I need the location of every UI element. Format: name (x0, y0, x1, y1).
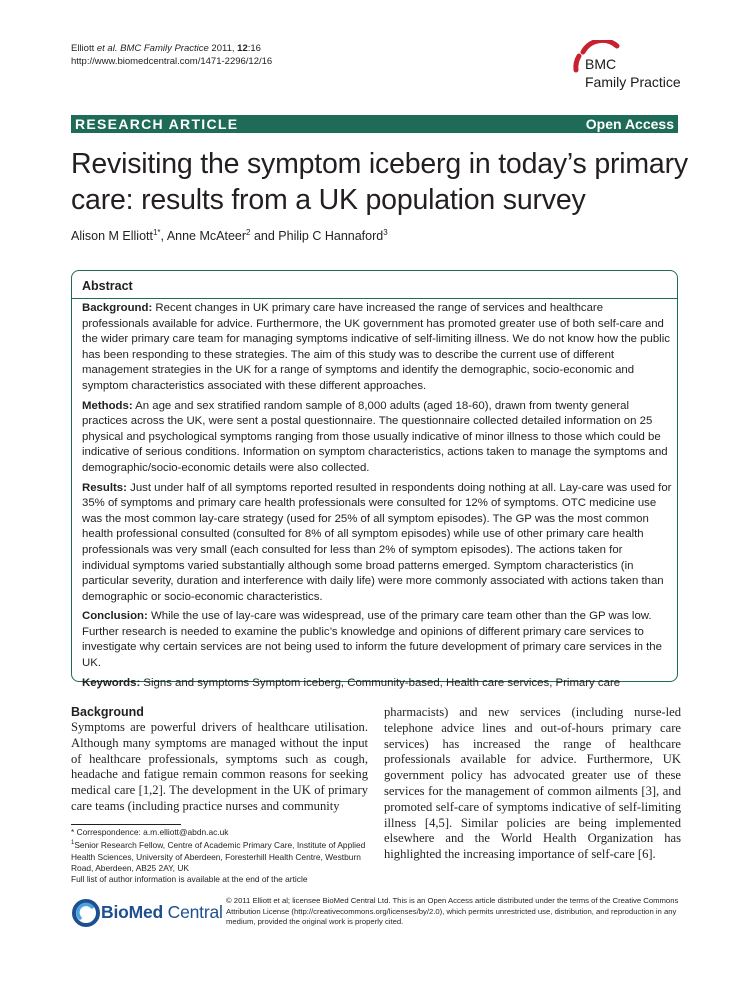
article-type-banner (71, 115, 678, 133)
author-list: Alison M Elliott$^{1*}$, Anne McAteer$^2$ and Philip C Hannaford$^3$ (71, 228, 388, 244)
abstract-results: Results: Just under half of all symptoms reported resulted in respondents doing nothing at all. Lay-care was used for 35% of symptoms and primary care health professionals were consulted for 12% of symptoms. OTC medicine use was the most common lay-care strategy (used for 25% of all symptom episodes). The GP was the most common health professional consulted (consulted for 8% of all symptom episodes) while use of other primary care health professionals was very small (each consulted for less than 2% of symptom episodes). The actions taken for individual symptoms varied substantially although some broad patterns emerged. Symptom characteristics (in particular severity, duration and interference with daily life) were more commonly associated with actions taken than demographic or socio-economic characteristics. (82, 481, 672, 603)
article-url[interactable]: http://www.biomedcentral.com/1471-2296/12/16 (71, 56, 273, 67)
abstract-box (71, 270, 678, 689)
section-heading: Background (71, 705, 144, 719)
abstract-methods: Methods: An age and sex stratified random sample of 8,000 adults (aged 18-60), drawn from twenty general practices across the UK, were sent a postal questionnaire. The questionnaire collected detailed information on 25 physical and psychological symptoms ranging from those usually indicative of minor illness to those which could be indicative of serious conditions. Information on symptom characteristics, actions taken to manage the symptoms and demographic/socio-economic details were also collected. (82, 399, 668, 474)
author-affiliation-mark: 1* (152, 228, 161, 237)
article-title: Revisiting the symptom iceberg in today’s primary care: results from a UK population survey (71, 148, 688, 216)
author-name[interactable]: Anne McAteer (166, 229, 247, 244)
correspondence-note[interactable]: * Correspondence: a.m.elliott@abdn.ac.uk (71, 827, 229, 837)
open-access-label: Open Access (585, 116, 674, 132)
biomed-central-logo (71, 896, 221, 932)
author-name[interactable]: Philip C Hannaford (278, 229, 384, 244)
journal-logo (563, 40, 687, 96)
body-column-right (384, 705, 681, 863)
abstract-heading: Abstract (82, 279, 133, 293)
article-type-label: RESEARCH ARTICLE (75, 116, 239, 132)
abstract-keywords: Keywords: Signs and symptoms Symptom iceberg, Community-based, Health care services, Primary care (82, 676, 621, 689)
biomed-logo-icon (71, 898, 101, 928)
author-name[interactable]: Alison M Elliott (71, 229, 153, 244)
biomed-logo-text: BioMed Central (101, 902, 223, 922)
abstract-background: Background: Recent changes in UK primary care have increased the range of services and healthcare professionals available for advice. Furthermore, the UK government has promoted greater use of both self-care and the wider primary care team for managing symptoms indicative of self-limiting illness. We do not know how the public has been responding to these strategies. The aim of this study was to describe the current use of different management strategies in the UK for a range of symptoms and identify the demographic, socio-economic and symptom characteristics associated with these different approaches. (82, 302, 670, 392)
author-info-note: Full list of author information is available at the end of the article (71, 874, 308, 885)
footnotes (71, 827, 371, 886)
logo-bmc-text: BMC (585, 56, 617, 72)
abstract-divider (72, 298, 677, 299)
author-affiliation-mark: 3 (383, 228, 388, 237)
abstract-body (82, 301, 672, 695)
logo-journal-name: Family Practice (585, 74, 681, 90)
footnote-divider (71, 824, 181, 825)
body-column-left (71, 705, 368, 815)
header-citation (71, 42, 272, 68)
body-paragraph: Symptoms are powerful drivers of healthcare utilisation. Although many symptoms are managed without the input of healthcare professionals, symptoms such as cough, headache and fatigue remain common reasons for seeking medical care [1,2]. The development in the UK of primary care teams (including practice nurses and community (71, 720, 368, 813)
abstract-conclusion: Conclusion: While the use of lay-care was widespread, use of the primary care team other than the GP was low. Further research is needed to examine the public’s knowledge and opinions of different primary care services to investigate why certain services are not being used to inform the future development of primary care services in the UK. (82, 610, 662, 670)
author-affiliation-mark: 2 (246, 228, 251, 237)
license-text: © 2011 Elliott et al; licensee BioMed Central Ltd. This is an Open Access article distributed under the terms of the Creative Commons Attribution License (http://creativecommons.org/licenses/by/2.0), which permits unrestricted use, distribution, and reproduction in any medium, provided the original work is properly cited. (226, 896, 679, 927)
body-paragraph-continued: pharmacists) and new services (including nurse-led telephone advice lines and out-of-hours primary care services) has increased the range of healthcare professionals available for advice. Furthermore, UK government policy has advocated greater use of these services for the management of common ailments [3], and promoted self-care of symptoms indicative of self-limiting illness [4,5]. Similar policies are being implemented elsewhere and the World Health Organization has highlighted the increasing importance of self-care [6]. (384, 705, 681, 862)
citation-line: Elliott et al. BMC Family Practice 2011, 12:16 (71, 43, 261, 54)
affiliation-note: $^1$Senior Research Fellow, Centre of Academic Primary Care, Institute of Applied Health Sciences, University of Aberdeen, Foresterhill Health Centre, Westburn Road, Aberdeen, AB25 2AY, UK (71, 840, 366, 874)
